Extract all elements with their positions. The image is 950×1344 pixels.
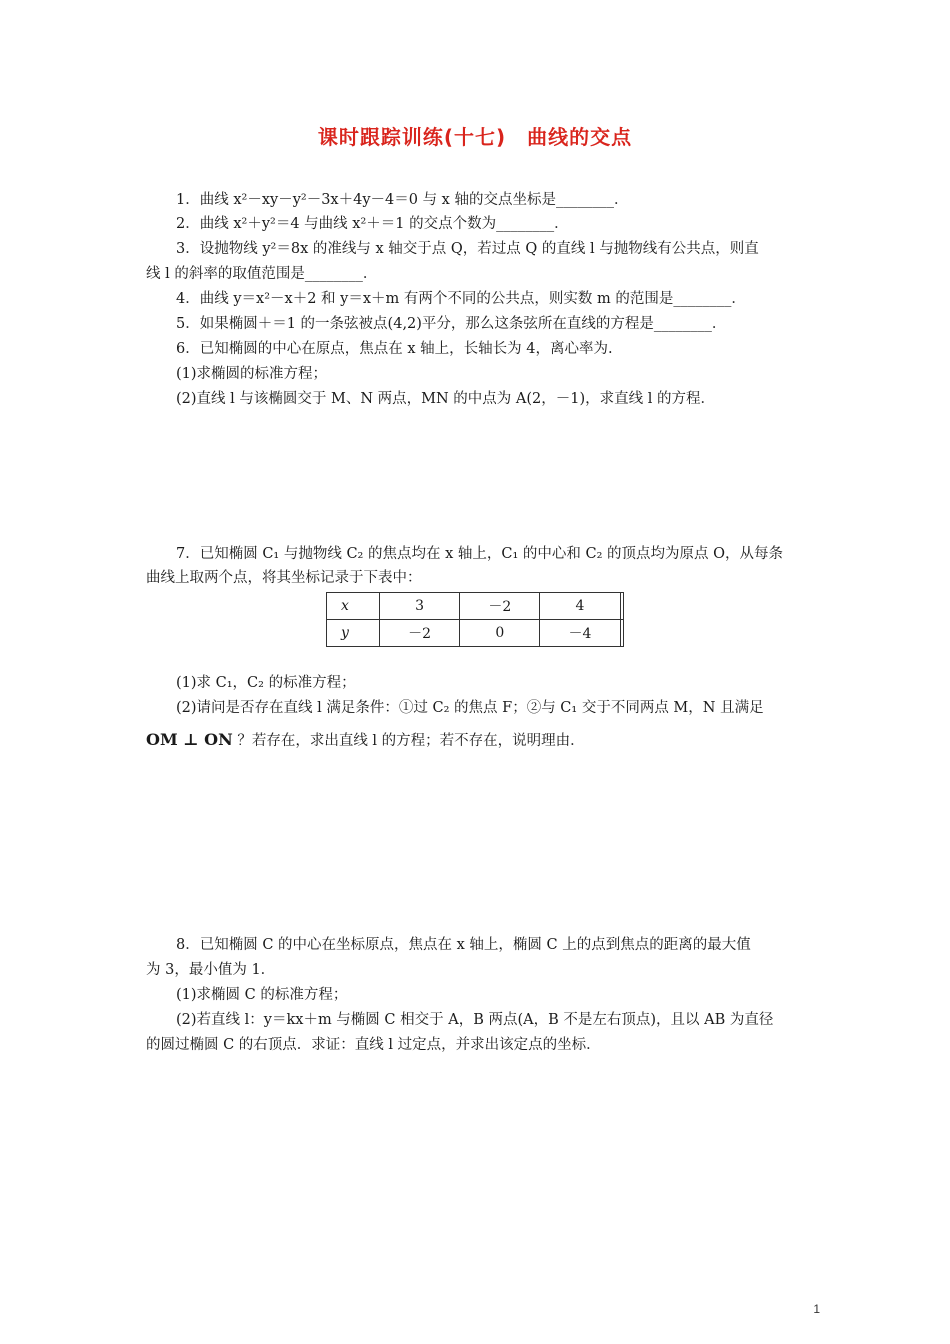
coordinate-table xyxy=(326,592,624,647)
table-cell xyxy=(620,620,623,647)
problem-2: 2．曲线 x²＋y²＝4 与曲线 x²＋＝1 的交点个数为________． xyxy=(176,216,569,232)
problem-6: 6．已知椭圆的中心在原点，焦点在 x 轴上，长轴长为 4，离心率为. xyxy=(176,341,613,357)
problem-5: 5．如果椭圆＋＝1 的一条弦被点(4,2)平分，那么这条弦所在直线的方程是________． xyxy=(176,316,727,332)
problem-7-part-2: (2)请问是否存在直线 l 满足条件：①过 C₂ 的焦点 F；②与 C₁ 交于不同两点 M，N 且满足 xyxy=(176,700,764,716)
problem-4: 4．曲线 y＝x²－x＋2 和 y＝x＋m 有两个不同的公共点，则实数 m 的范围是________． xyxy=(176,291,746,307)
problem-3-line-2: 线 l 的斜率的取值范围是________． xyxy=(146,266,378,282)
page-number: 1 xyxy=(813,1302,820,1316)
table-cell: 0 xyxy=(460,620,540,647)
problem-8-part-1: (1)求椭圆 C 的标准方程； xyxy=(176,987,348,1003)
table-cell: －2 xyxy=(380,620,460,647)
table-cell xyxy=(620,593,623,620)
table-cell: x xyxy=(327,593,380,620)
problem-7-part-2-cont xyxy=(146,729,585,752)
problem-8-line-1: 8．已知椭圆 C 的中心在坐标原点，焦点在 x 轴上，椭圆 C 上的点到焦点的距离的最大值 xyxy=(176,937,751,953)
problem-7-line-1: 7．已知椭圆 C₁ 与抛物线 C₂ 的焦点均在 x 轴上，C₁ 的中心和 C₂ 的顶点均为原点 O，从每条 xyxy=(176,546,784,562)
table-cell: －2 xyxy=(460,593,540,620)
problem-1: 1．曲线 x²－xy－y²－3x＋4y－4＝0 与 x 轴的交点坐标是________． xyxy=(176,192,629,208)
problem-8-part-2-cont: 的圆过椭圆 C 的右顶点．求证：直线 l 过定点，并求出该定点的坐标． xyxy=(146,1037,601,1053)
problem-7-part-1: (1)求 C₁，C₂ 的标准方程； xyxy=(176,675,356,691)
problem-6-part-2: (2)直线 l 与该椭圆交于 M、N 两点，MN 的中点为 A(2，－1)，求直线 l 的方程． xyxy=(176,391,715,407)
table-cell: 3 xyxy=(380,593,460,620)
table-row xyxy=(327,593,624,620)
problem-8-line-2: 为 3，最小值为 1． xyxy=(146,962,276,978)
problem-6-part-1: (1)求椭圆的标准方程； xyxy=(176,366,328,382)
om-perp-on-formula: OM ⊥ ON xyxy=(146,730,233,749)
page-title: 课时跟踪训练(十七) 曲线的交点 xyxy=(317,125,633,149)
table-cell: 4 xyxy=(540,593,620,620)
problem-7-part-2-tail: ？若存在，求出直线 l 的方程；若不存在，说明理由． xyxy=(237,733,585,749)
table-cell: y xyxy=(327,620,380,647)
problem-7-line-2: 曲线上取两个点，将其坐标记录于下表中： xyxy=(146,570,422,586)
table-row xyxy=(327,620,624,647)
problem-3-line-1: 3．设抛物线 y²＝8x 的准线与 x 轴交于点 Q，若过点 Q 的直线 l 与抛物线有公共点，则直 xyxy=(176,241,759,257)
table-cell: －4 xyxy=(540,620,620,647)
problem-8-part-2: (2)若直线 l：y＝kx＋m 与椭圆 C 相交于 A，B 两点(A，B 不是左右顶点)，且以 AB 为直径 xyxy=(176,1012,774,1028)
